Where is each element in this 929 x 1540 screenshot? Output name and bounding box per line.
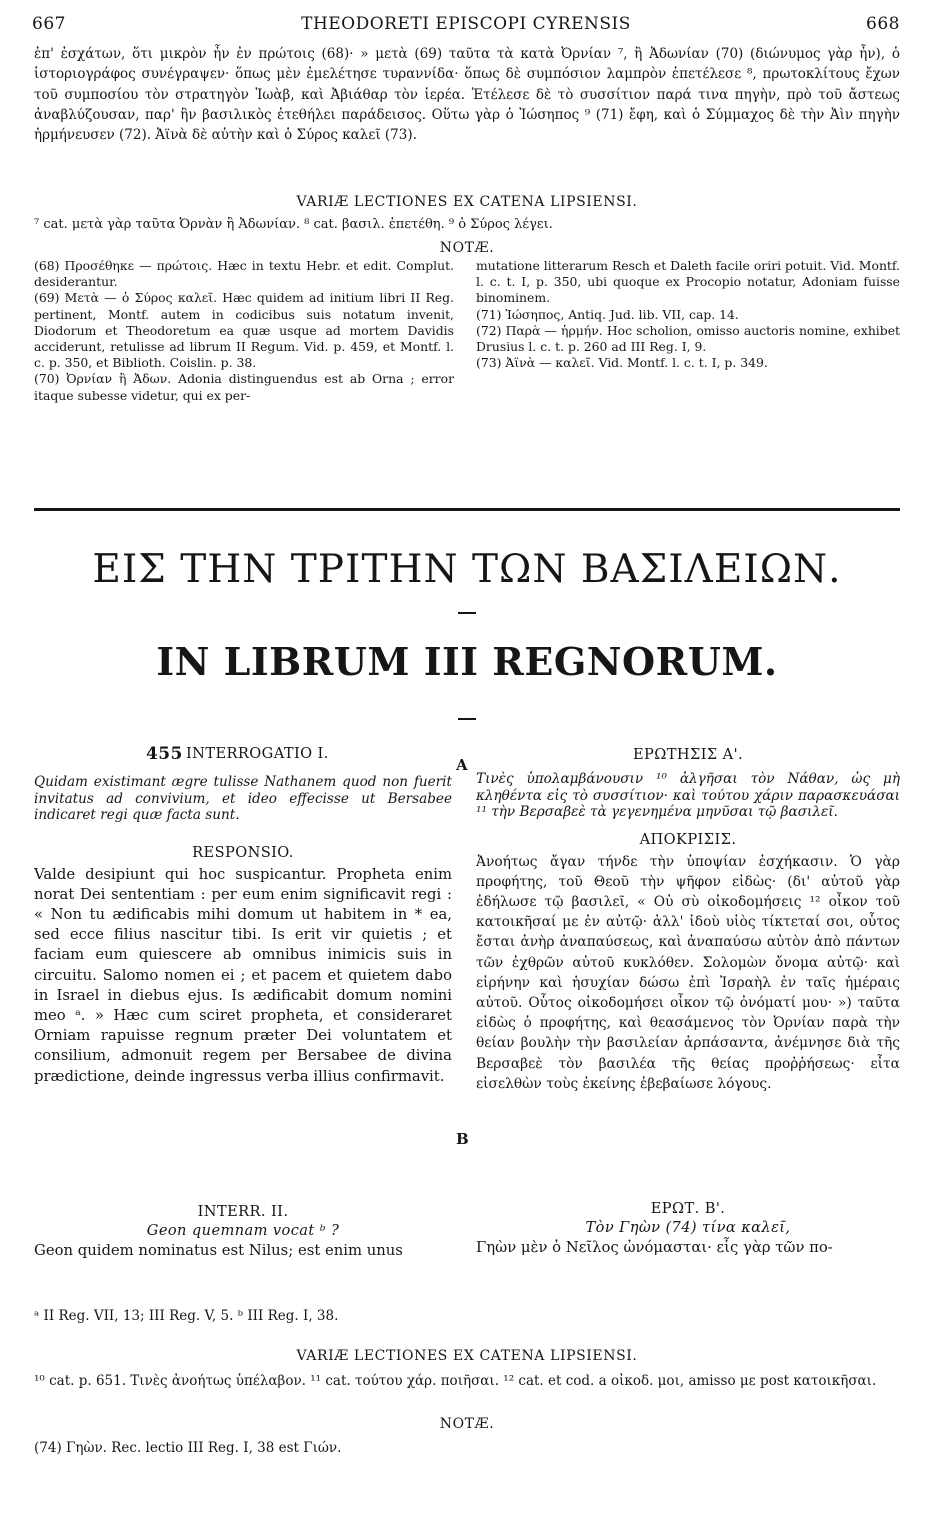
note-70-cont: mutatione litterarum Resch et Daleth facile oriri potuit. Vid. Montf. l. c. t. I, p. 350, ubi quoque ex Procopio notatur, Adoniam fuisse binominem. — [476, 258, 900, 306]
notae-heading-1: NOTÆ. — [439, 240, 495, 256]
answer-2-latin: Geon quidem nominatus est Nilus; est enim unus — [34, 1241, 403, 1259]
apokrisis-heading: ΑΠΟΚΡΙΣΙΣ. — [639, 830, 737, 848]
margin-letter-a: A — [456, 756, 468, 774]
note-72: (72) Παρὰ — ἡρμήν. Hoc scholion, omisso auctoris nomine, exhibet Drusius l. c. t. p. 260 ad III Reg. I, 9. — [476, 322, 900, 355]
title-dash-2 — [458, 718, 476, 720]
greek-column — [476, 746, 900, 1258]
interrogatio-1-label: INTERROGATIO I. — [186, 745, 329, 762]
variae-line-2: ¹⁰ cat. p. 651. Τινὲς ἀνοήτως ὑπέλαβον. ¹¹ cat. τούτου χάρ. ποιῆσαι. ¹² cat. et cod. a οἰκοδ. μοι, amisso με post κατοικῆσαι. — [34, 1373, 877, 1389]
note-74: (74) Γηὼν. Rec. lectio III Reg. I, 38 est Γιών. — [34, 1440, 342, 1456]
erotesis-2-heading: ΕΡΩΤ. Β'. — [650, 1199, 726, 1217]
latin-column — [34, 744, 452, 1261]
scripture-footnotes: ᵃ II Reg. VII, 13; III Reg. V, 5. ᵇ III Reg. I, 38. — [34, 1308, 339, 1324]
note-71: (71) Ἰώσηπος, Antiq. Jud. lib. VII, cap. 14. — [476, 306, 739, 322]
question-2-latin: Geon quemnam vocat ᵇ ? — [146, 1221, 340, 1239]
erotesis-1-heading: ΕΡΩΤΗΣΙΣ Α'. — [632, 746, 744, 763]
question-1-greek: Τινὲς ὑπολαμβάνουσιν ¹⁰ ἀλγῆσαι τὸν Νάθαν, ὡς μὴ κληθέντα εἰς τὸ συσσίτιον· καὶ τούτου χάριν παρασκευάσαι ¹¹ τὴν Βερσαβεὲ τὰ γεγενημένα μηνῦσαι τῷ βασιλεῖ. — [476, 771, 900, 820]
top-greek-paragraph — [34, 44, 900, 145]
answer-1-latin: Valde desipiunt qui hoc suspicantur. Propheta enim norat Dei sententiam : per eum enim significavit regi : « Non tu ædificabis mihi domum ut habitem in * ea, sed ecce filius nascitur tibi. Is erit vir quietis ; et faciam eum quiescere ab omnibus inimicis suis in circuitu. Salomo nomen ei ; et pacem et quietem dabo in Israel in diebus ejus. Is ædificabit domum nomini meo ᵃ. » Hæc cum sciret propheta, et consideraret Orniam rapuisse regnum præter Dei voluntatem et consilium, admonuit regem per Bersabee de divina prædictione, deinde ingressus verba illius confirmavit. — [34, 865, 452, 1085]
margin-letter-b: B — [456, 1130, 469, 1148]
notae-left-column — [34, 258, 454, 404]
variae-line-1: ⁷ cat. μετὰ γὰρ ταῦτα Ὀρνὰν ἢ Ἀδωνίαν. ⁸ cat. βασιλ. ἐπετέθη. ⁹ ὁ Σύρος λέγει. — [34, 217, 553, 232]
interrogatio-2-heading: INTERR. II. — [197, 1202, 289, 1220]
margin-page-number: 455 — [146, 744, 183, 764]
question-1-latin: Quidam existimant ægre tulisse Nathanem quod non fuerit invitatus ad convivium, et ideo effecisse ut Bersabee indicaret regi quæ facta sunt. — [34, 774, 452, 823]
variae-heading-2: VARIÆ LECTIONES EX CATENA LIPSIENSI. — [296, 1348, 638, 1364]
page-number-left: 667 — [32, 14, 66, 34]
variae-heading-1: VARIÆ LECTIONES EX CATENA LIPSIENSI. — [296, 194, 638, 210]
interrogatio-1-heading — [34, 744, 452, 768]
responsio-heading: RESPONSIO. — [192, 843, 294, 861]
running-title: THEODORETI EPISCOPI CYRENSIS — [301, 14, 631, 34]
note-68: (68) Προσέθηκε — πρώτοις. Hæc in textu Hebr. et edit. Complut. desiderantur. — [34, 258, 454, 290]
answer-1-greek: Ἀνοήτως ἄγαν τήνδε τὴν ὑποψίαν ἐσχήκασιν. Ὁ γὰρ προφήτης, τοῦ Θεοῦ τὴν ψῆφον εἰδὼς· (δι' αὐτοῦ γὰρ ἐδήλωσε τῷ βασιλεῖ, « Οὐ σὺ οἰκοδομήσεις ¹² οἶκον τοῦ κατοικῆσαί με ἐν αὐτῷ· ἀλλ' ἰδοὺ υἱὸς τίκτεταί σοι, οὗτος ἔσται ἀνὴρ ἀναπαύσεως, καὶ ἀναπαύσω αὐτὸν ἀπὸ πάντων τῶν ἐχθρῶν αὐτοῦ κυκλόθεν. Σολομὼν ὄνομα αὐτῷ· καὶ εἰρήνην καὶ ἡσυχίαν δώσω ἐπὶ Ἰσραὴλ ἐν ταῖς ἡμέραις αὐτοῦ. Οὗτος οἰκοδομήσει οἶκον τῷ ὀνόματί μου· ») ταῦτα εἰδὼς ὁ προφήτης, καὶ θεασάμενος τὸν Ὀρνίαν παρὰ τὴν θείαν βουλὴν τὴν βασιλείαν ἁρπάσαντα, ἀνέμνησε διὰ τῆς Βερσαβεὲ τὸν βασιλέα τῆς θείας προῤῥήσεως· εἶτα εἰσελθὼν τοὺς ἐκείνης ἐβεβαίωσε λόγους. — [476, 853, 900, 1092]
greek-book-title: ΕΙΣ ΤΗΝ ΤΡΙΤΗΝ ΤΩΝ ΒΑΣΙΛΕΙΩΝ. — [92, 547, 842, 592]
question-2-greek: Τὸν Γηὼν (74) τίνα καλεῖ, — [585, 1218, 791, 1236]
note-70: (70) Ὀρνίαν ἢ Ἀδων. Adonia distinguendus est ab Orna ; error itaque subesse videtur, qui ex per- — [34, 371, 454, 403]
note-69: (69) Μετὰ — ὁ Σύρος καλεῖ. Hæc quidem ad initium libri II Reg. pertinent, Montf. autem in codicibus suis notatum invenit, Diodorum et Theodoretum ea quæ usque ad mortem Davidis acciderunt, retulisse ad librum II Regum. Vid. p. 459, et Montf. l. c. p. 350, et Biblioth. Coislin. p. 38. — [34, 290, 454, 371]
note-73: (73) Ἀϊνὰ — καλεῖ. Vid. Montf. l. c. t. I, p. 349. — [476, 355, 768, 371]
running-header — [32, 14, 900, 40]
title-dash-1 — [458, 612, 476, 614]
answer-2-greek: Γηὼν μὲν ὁ Νεῖλος ὠνόμασται· εἷς γὰρ τῶν πο- — [476, 1238, 833, 1256]
notae-right-column — [476, 258, 900, 371]
notae-heading-2: NOTÆ. — [439, 1416, 495, 1432]
latin-book-title: IN LIBRUM III REGNORUM. — [156, 639, 778, 684]
section-rule — [34, 508, 900, 511]
top-greek-text: ἐπ' ἐσχάτων, ὅτι μικρὸν ἦν ἐν πρώτοις (68)· » μετὰ (69) ταῦτα τὰ κατὰ Ὀρνίαν ⁷, ἢ Ἀδωνίαν (70) (διώνυμος γὰρ ἦν), ὁ ἱστοριογράφος συνέγραψεν· ὅπως μὲν ἐμελέτησε τυραννίδα· ὅπως δὲ συμπόσιον λαμπρὸν ἐπετέλεσε ⁸, πρωτοκλίτους ἔχων τοῦ συμποσίου τὸν στρατηγὸν Ἰωὰβ, καὶ Ἀβιάθαρ τὸν ἱερέα. Ἐτέλεσε δὲ τὸ συσσίτιον παρά τινα πηγὴν, πρὸ τοῦ ἄστεως ἀναβλύζουσαν, παρ' ἣν βασιλικὸς ἐτεθήλει παράδεισος. Οὕτω γὰρ ὁ Ἰώσηπος ⁹ (71) ἔφη, καὶ ὁ Σύμμαχος δὲ τὴν Ἀὶν πηγὴν ἡρμήνευσεν (72). Ἀϊνὰ δὲ αὐτὴν καὶ ὁ Σύρος καλεῖ (73). — [34, 46, 900, 144]
page-number-right: 668 — [866, 14, 900, 34]
